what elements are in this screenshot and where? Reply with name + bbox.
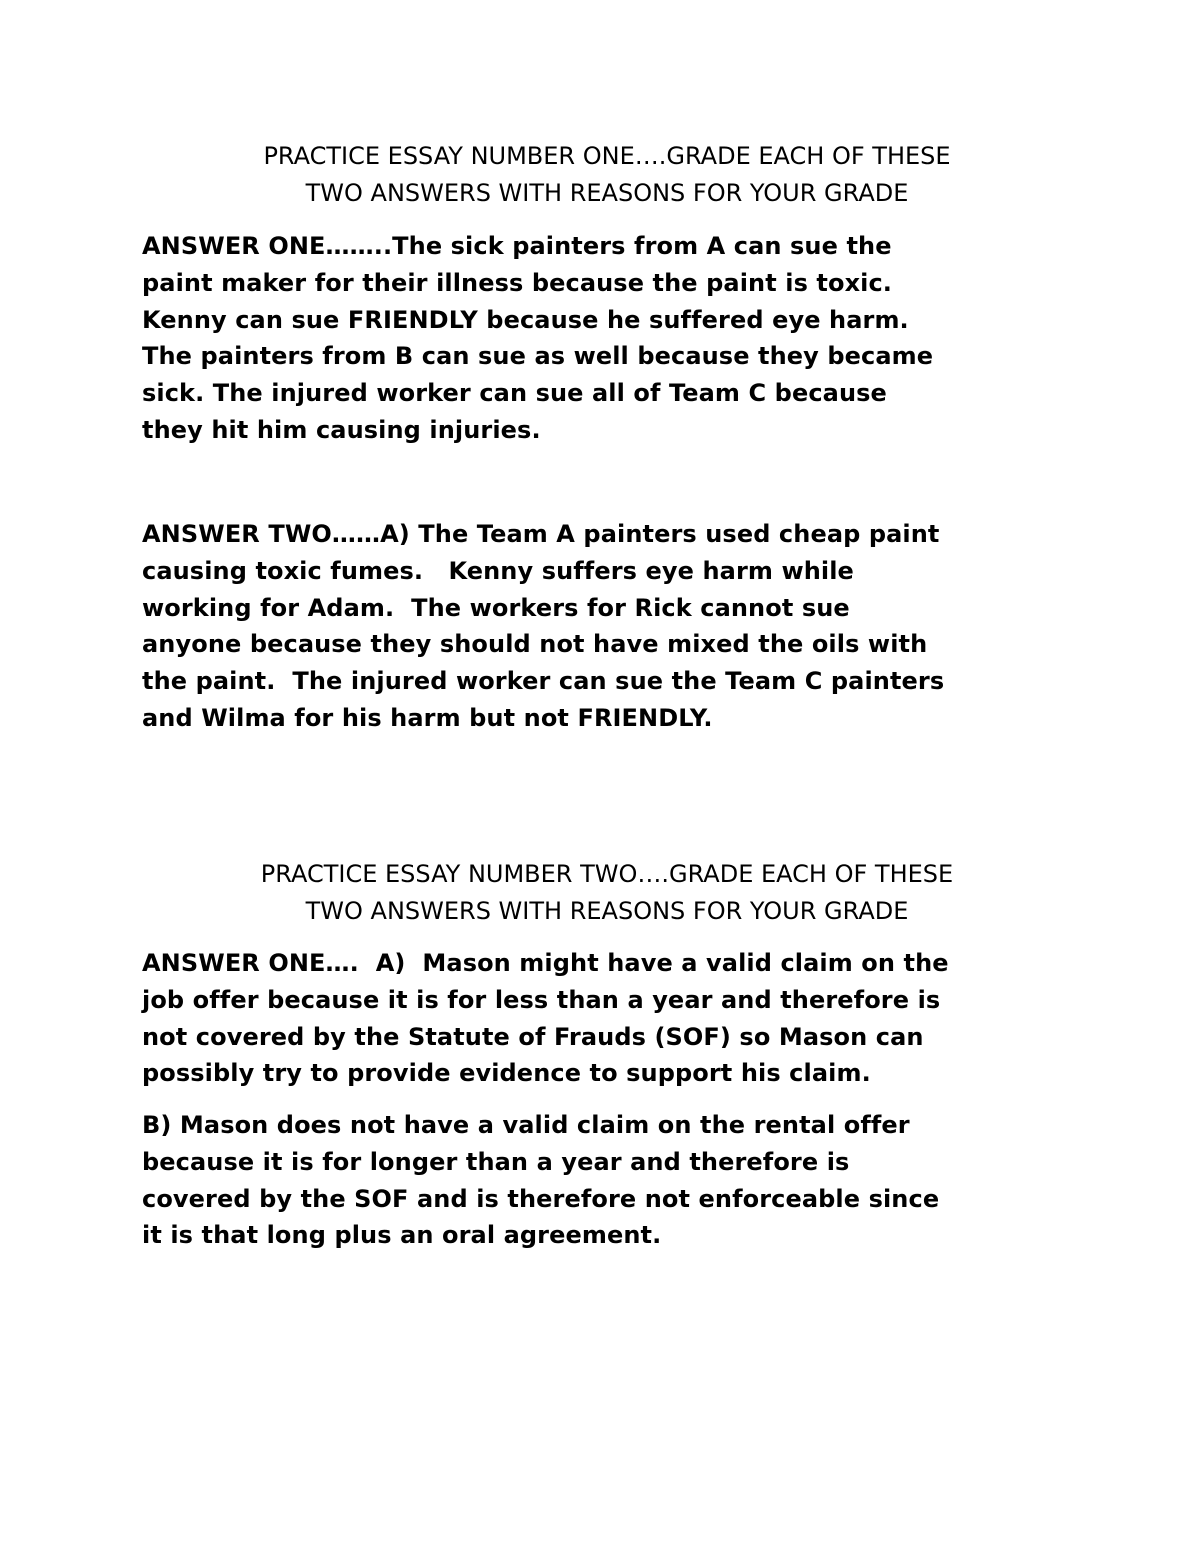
text-line: Kenny can sue FRIENDLY because he suffered eye harm. bbox=[142, 305, 909, 334]
text-line: causing toxic fumes. Kenny suffers eye harm while bbox=[142, 556, 854, 585]
text-line: job offer because it is for less than a year and therefore is bbox=[142, 985, 941, 1014]
text-line: the paint. The injured worker can sue the Team C painters bbox=[142, 667, 945, 696]
text-line: sick. The injured worker can sue all of Team C because bbox=[142, 379, 887, 408]
heading-line: PRACTICE ESSAY NUMBER TWO….GRADE EACH OF THESE bbox=[260, 860, 954, 888]
heading-line: TWO ANSWERS WITH REASONS FOR YOUR GRADE bbox=[305, 897, 909, 925]
heading-line: TWO ANSWERS WITH REASONS FOR YOUR GRADE bbox=[305, 179, 909, 207]
text-line: not covered by the Statute of Frauds (SOF) so Mason can bbox=[142, 1022, 924, 1051]
text-line: and Wilma for his harm but not FRIENDLY. bbox=[142, 703, 713, 732]
text-line: ANSWER TWO……A) The Team A painters used cheap paint bbox=[142, 520, 940, 548]
heading-line: PRACTICE ESSAY NUMBER ONE….GRADE EACH OF THESE bbox=[263, 142, 951, 170]
text-line: possibly try to provide evidence to support his claim. bbox=[142, 1059, 871, 1088]
text-line: B) Mason does not have a valid claim on the rental offer bbox=[142, 1111, 910, 1139]
text-line: The painters from B can sue as well because they became bbox=[142, 342, 934, 371]
essay-two-heading bbox=[142, 856, 1072, 930]
text-line: ANSWER ONE……..The sick painters from A can sue the bbox=[142, 232, 892, 260]
text-line: working for Adam. The workers for Rick cannot sue bbox=[142, 593, 850, 622]
text-line: they hit him causing injuries. bbox=[142, 415, 541, 444]
text-line: it is that long plus an oral agreement. bbox=[142, 1221, 662, 1250]
essay-one-heading bbox=[142, 138, 1072, 212]
essay-two-answer-one-b bbox=[142, 1107, 1072, 1254]
text-line: because it is for longer than a year and therefore is bbox=[142, 1147, 850, 1176]
essay-one-answer-one bbox=[142, 228, 1072, 449]
text-line: covered by the SOF and is therefore not enforceable since bbox=[142, 1184, 940, 1213]
text-line: paint maker for their illness because the paint is toxic. bbox=[142, 268, 893, 297]
essay-one-answer-two bbox=[142, 516, 1072, 737]
text-line: anyone because they should not have mixed the oils with bbox=[142, 630, 928, 659]
text-line: ANSWER ONE…. A) Mason might have a valid claim on the bbox=[142, 949, 949, 977]
essay-two-answer-one-a bbox=[142, 945, 1072, 1092]
